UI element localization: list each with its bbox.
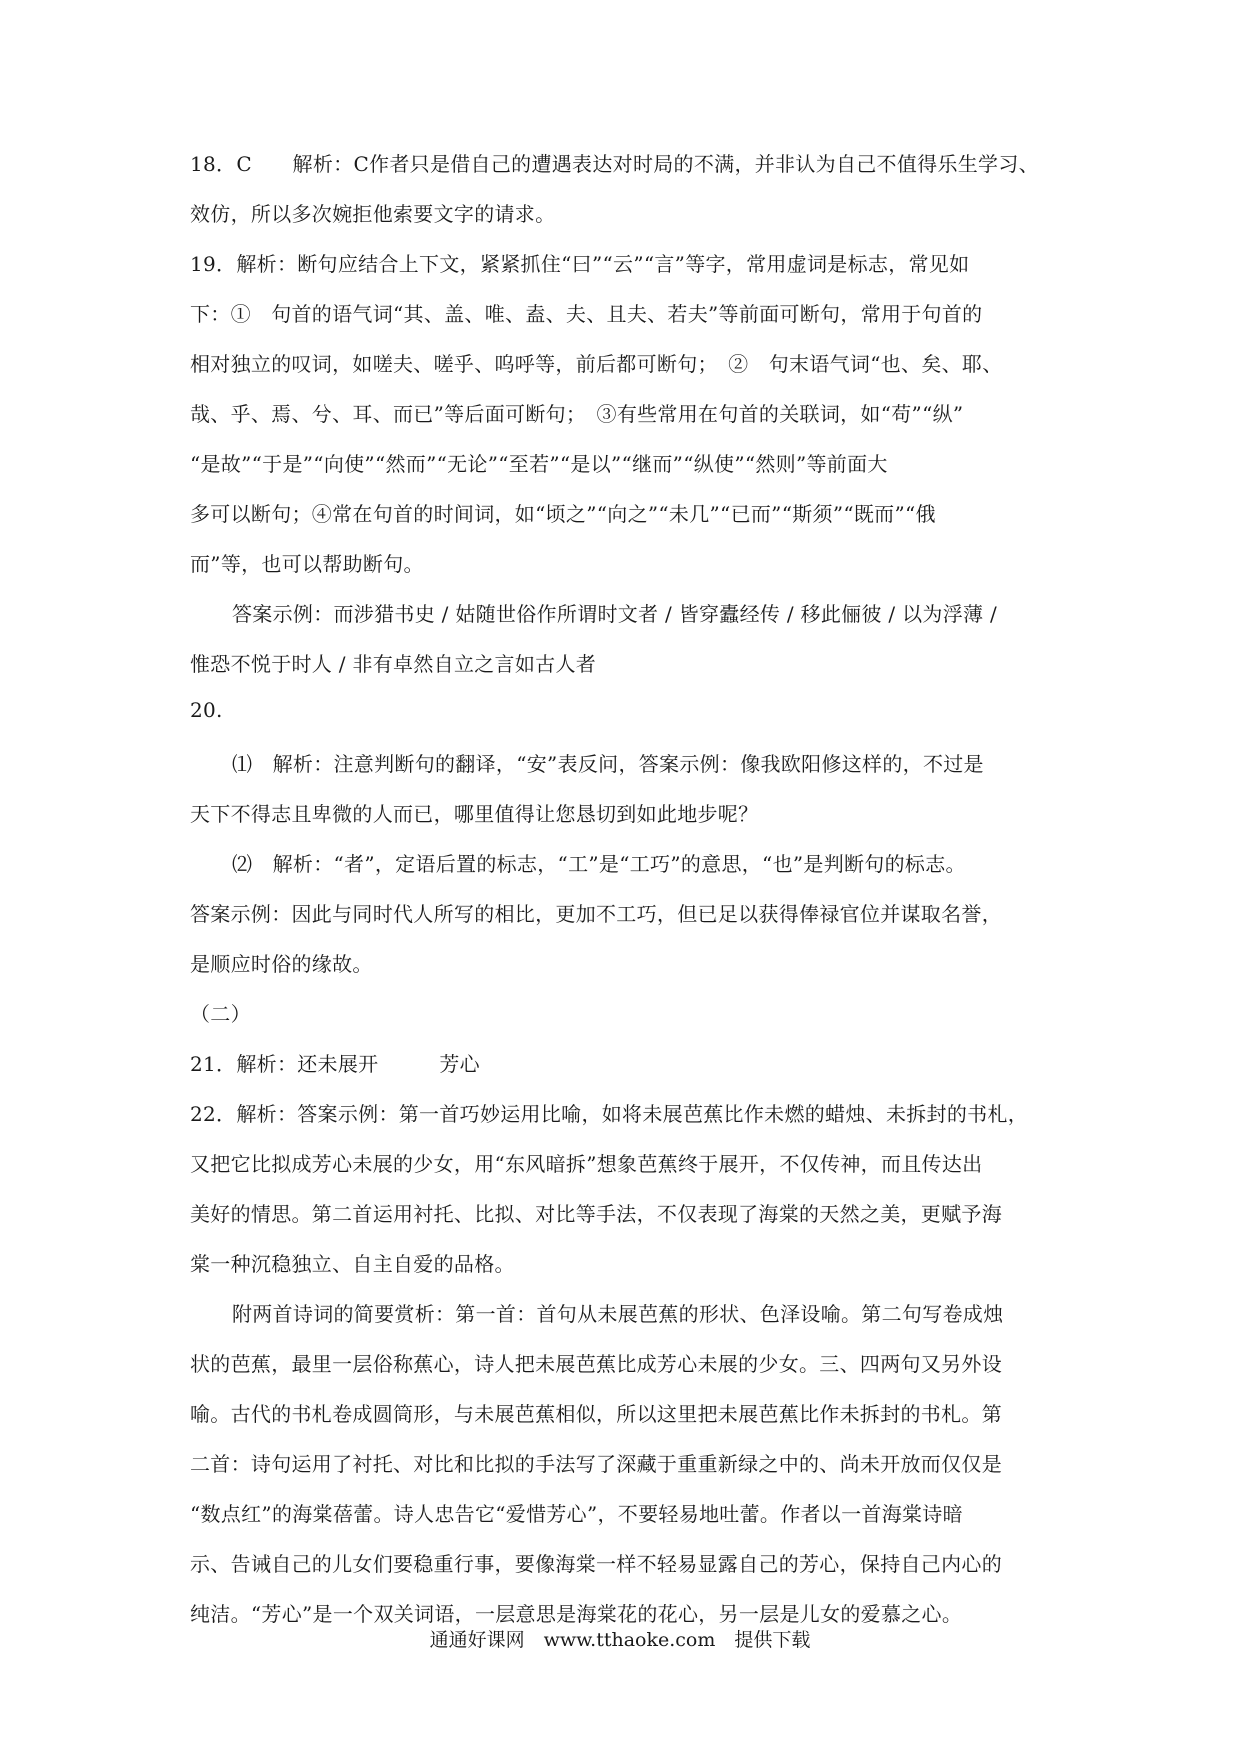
answer-18-line-1: 18．C 解析：C作者只是借自己的遭遇表达对时局的不满，并非认为自己不值得乐生学习、 <box>190 152 1039 176</box>
answer-19-line-4: 哉、乎、焉、兮、耳、而已”等后面可断句； ③有些常用在句首的关联词，如“苟”“纵” <box>190 402 964 426</box>
answer-20-1-line-2: 天下不得志且卑微的人而已，哪里值得让您恳切到如此地步呢？ <box>190 802 759 826</box>
answer-20-heading: 20. <box>190 698 223 722</box>
appreciation-line-4: 二首：诗句运用了衬托、对比和比拟的手法写了深藏于重重新绿之中的、尚未开放而仅仅是 <box>190 1452 1002 1476</box>
appreciation-line-6: 示、告诫自己的儿女们要稳重行事，要像海棠一样不轻易显露自己的芳心，保持自己内心的 <box>190 1552 1002 1576</box>
answer-19-example-line-2: 惟恐不悦于时人 / 非有卓然自立之言如古人者 <box>190 652 597 676</box>
appreciation-line-2: 状的芭蕉，最里一层俗称蕉心，诗人把未展芭蕉比成芳心未展的少女。三、四两句又另外设 <box>190 1352 1002 1376</box>
answer-21-line: 21．解析：还未展开 芳心 <box>190 1052 480 1076</box>
appreciation-line-5: “数点红”的海棠蓓蕾。诗人忠告它“爱惜芳心”，不要轻易地吐蕾。作者以一首海棠诗暗 <box>190 1502 963 1526</box>
answer-22-line-4: 棠一种沉稳独立、自主自爱的品格。 <box>190 1252 515 1276</box>
answer-19-line-3: 相对独立的叹词，如嗟夫、嗟乎、呜呼等，前后都可断句； ② 句末语气词“也、矣、耶、 <box>190 352 1003 376</box>
answer-20-2-line-2: 答案示例：因此与同时代人所写的相比，更加不工巧，但已足以获得俸禄官位并谋取名誉， <box>190 902 1002 926</box>
answer-20-1-line-1: ⑴ 解析：注意判断句的翻译，“安”表反问，答案示例：像我欧阳修这样的，不过是 <box>232 752 984 776</box>
appreciation-line-1: 附两首诗词的简要赏析：第一首：首句从未展芭蕉的形状、色泽设喻。第二句写卷成烛 <box>232 1302 1004 1326</box>
appreciation-line-3: 喻。古代的书札卷成圆筒形，与未展芭蕉相似，所以这里把未展芭蕉比作未拆封的书札。第 <box>190 1402 1002 1426</box>
answer-22-line-1: 22．解析：答案示例：第一首巧妙运用比喻，如将未展芭蕉比作未燃的蜡烛、未拆封的书札， <box>190 1102 1029 1126</box>
answer-19-line-1: 19．解析：断句应结合上下文，紧紧抓住“曰”“云”“言”等字，常用虚词是标志，常见如 <box>190 252 970 276</box>
answer-19-line-6: 多可以断句；④常在句首的时间词，如“顷之”“向之”“未几”“已而”“斯须”“既而”“俄 <box>190 502 936 526</box>
page-footer: 通通好课网 www.tthaoke.com 提供下载 <box>429 1629 811 1651</box>
answer-19-line-5: “是故”“于是”“向使”“然而”“无论”“至若”“是以”“继而”“纵使”“然则”等前面大 <box>190 452 888 476</box>
answer-19-example-line-1: 答案示例：而涉猎书史 / 姑随世俗作所谓时文者 / 皆穿蠹经传 / 移此俪彼 / 以为浮薄 / <box>232 602 998 626</box>
answer-20-2-line-1: ⑵ 解析：“者”，定语后置的标志，“工”是“工巧”的意思，“也”是判断句的标志。 <box>232 852 966 876</box>
section-2-heading: （二） <box>190 1002 251 1026</box>
appreciation-line-7: 纯洁。“芳心”是一个双关词语，一层意思是海棠花的花心，另一层是儿女的爱慕之心。 <box>190 1602 963 1626</box>
answer-19-line-7: 而”等，也可以帮助断句。 <box>190 552 424 576</box>
answer-22-line-3: 美好的情思。第二首运用衬托、比拟、对比等手法，不仅表现了海棠的天然之美，更赋予海 <box>190 1202 1002 1226</box>
answer-19-line-2: 下：① 句首的语气词“其、盖、唯、盍、夫、且夫、若夫”等前面可断句，常用于句首的 <box>190 302 983 326</box>
answer-18-line-2: 效仿，所以多次婉拒他索要文字的请求。 <box>190 202 556 226</box>
answer-20-2-line-3: 是顺应时俗的缘故。 <box>190 952 373 976</box>
answer-22-line-2: 又把它比拟成芳心未展的少女，用“东风暗拆”想象芭蕉终于展开，不仅传神，而且传达出 <box>190 1152 983 1176</box>
